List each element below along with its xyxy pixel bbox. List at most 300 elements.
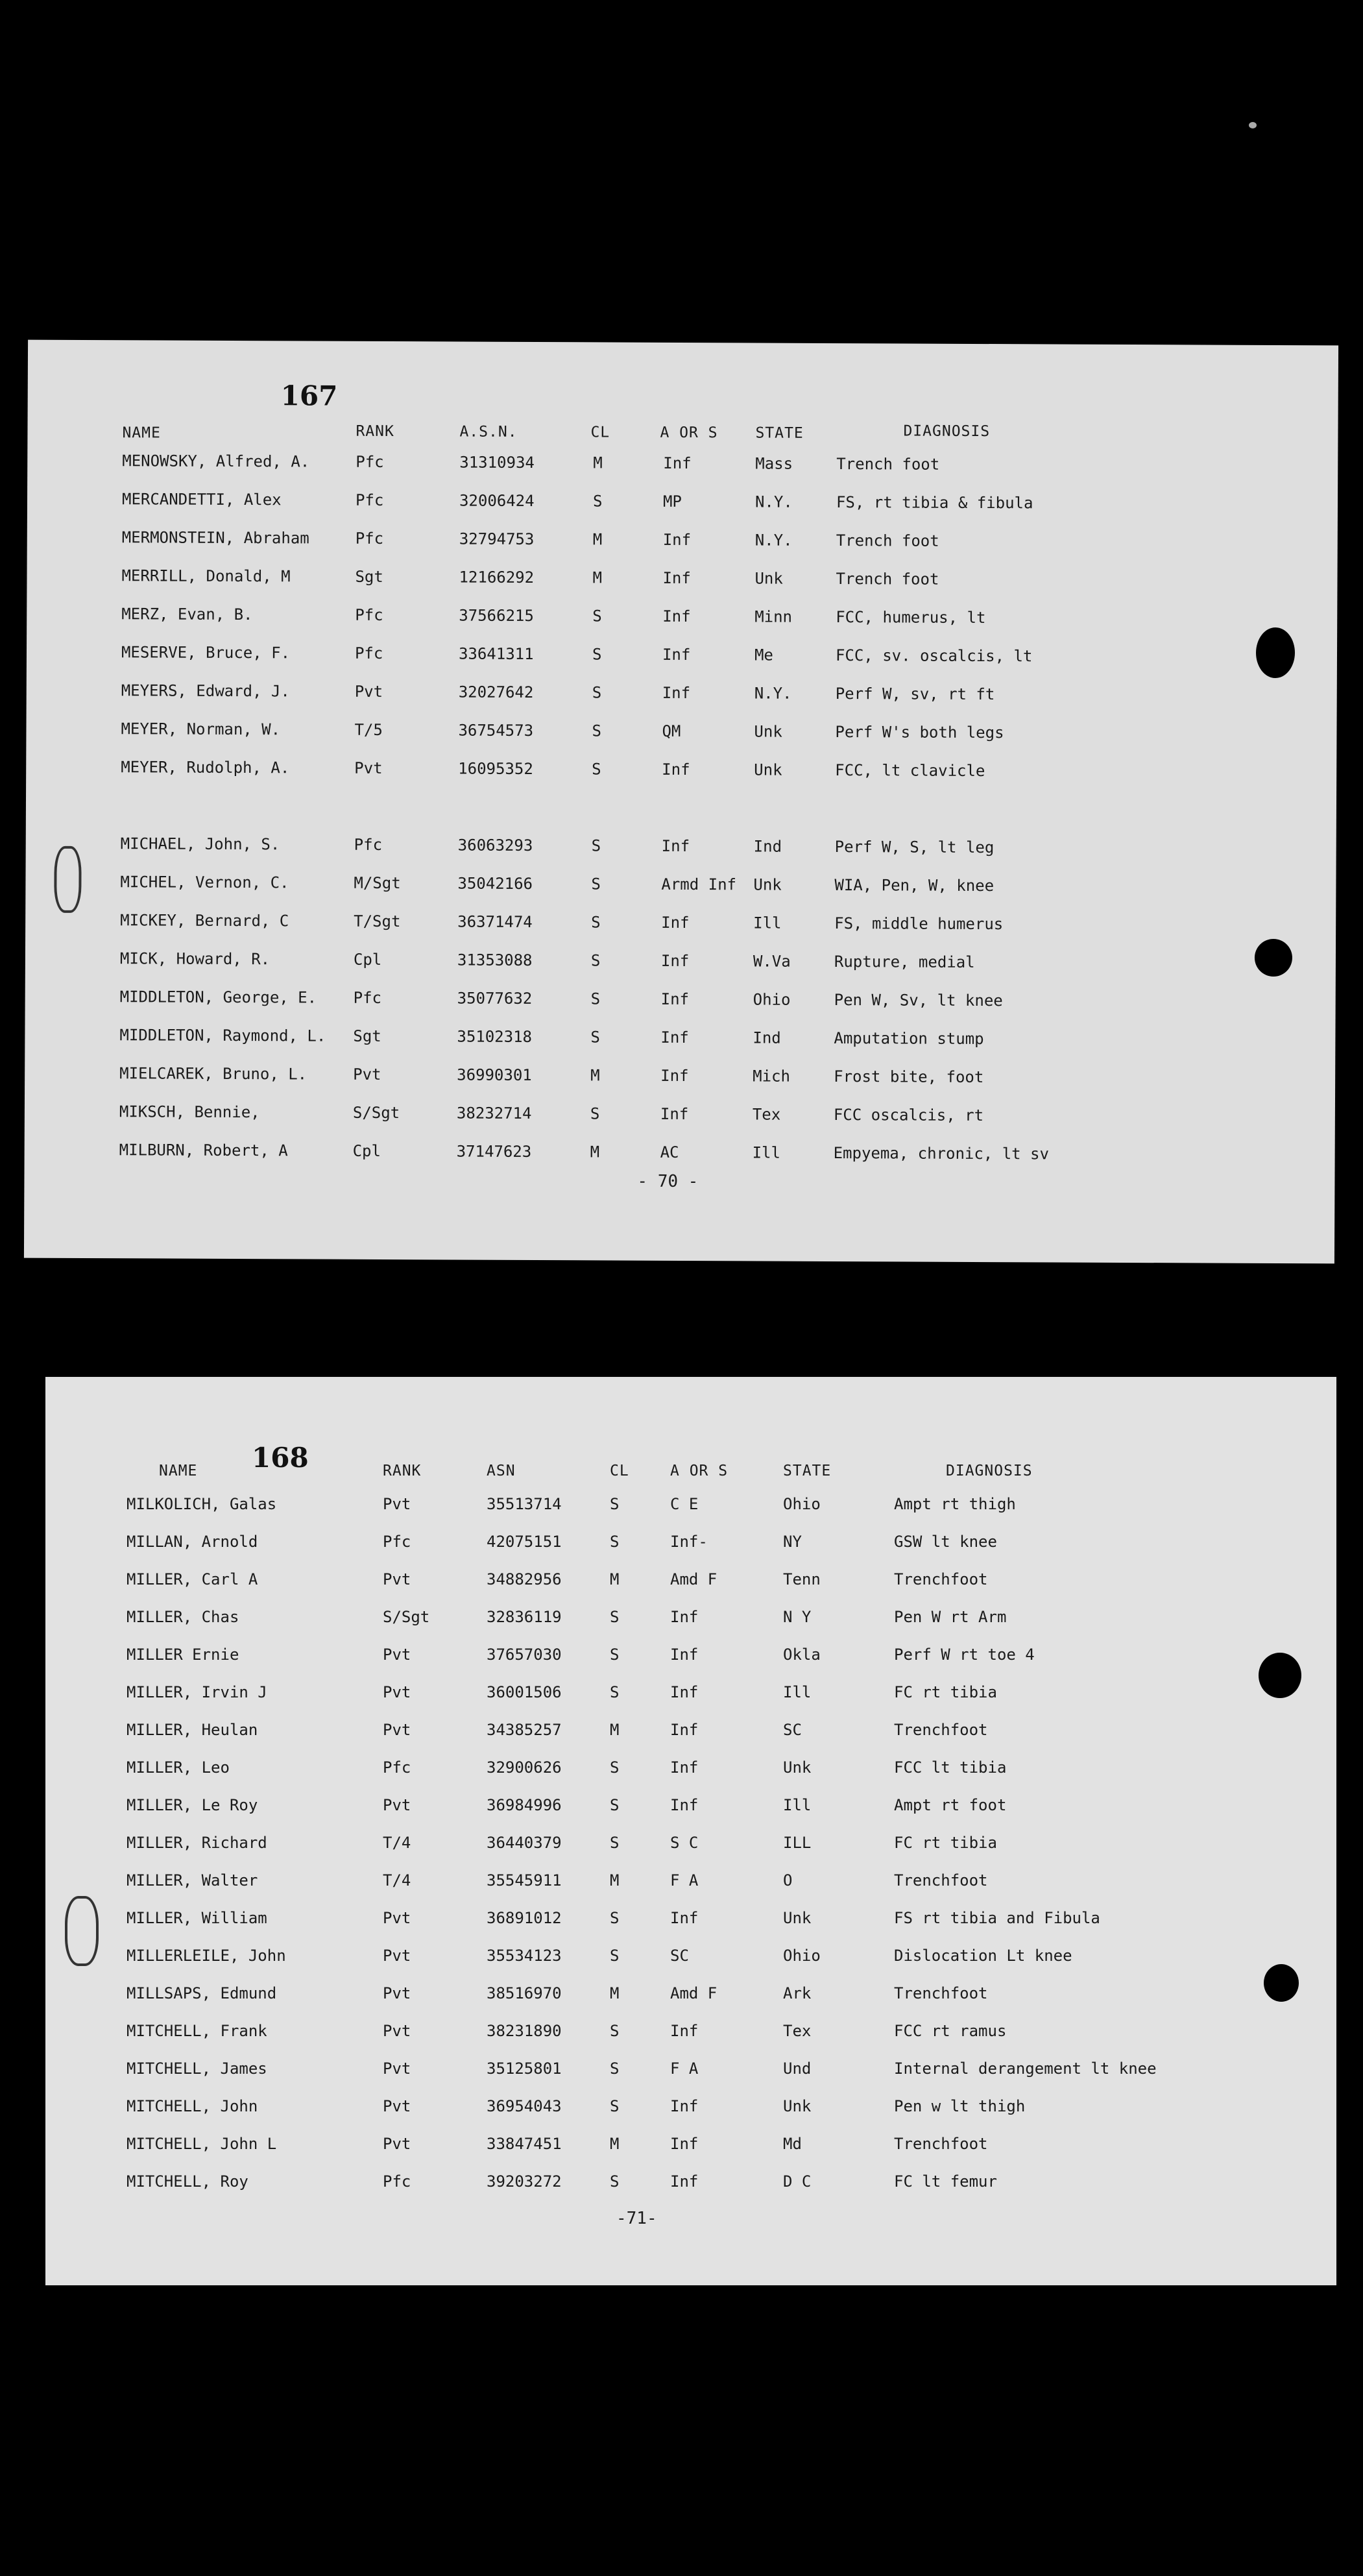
cell-cl: M — [593, 454, 603, 472]
table-row — [45, 1758, 1336, 1784]
cell-asn: 34882956 — [487, 1570, 562, 1588]
cell-diagnosis: FCC lt tibia — [894, 1758, 1007, 1777]
cell-aors: Inf — [670, 1909, 699, 1927]
cell-rank: Pvt — [383, 1796, 411, 1814]
table-row — [45, 2060, 1336, 2085]
cell-diagnosis: Perf W rt toe 4 — [894, 1646, 1035, 1664]
cell-name: MERCANDETTI, Alex — [121, 490, 282, 509]
cell-asn: 36754573 — [458, 721, 534, 740]
cell-rank: T/Sgt — [354, 912, 401, 931]
hole-punch-mark — [1255, 939, 1292, 977]
cell-rank: S/Sgt — [352, 1103, 400, 1123]
cell-cl: S — [610, 1683, 620, 1701]
cell-asn: 32836119 — [487, 1608, 562, 1626]
cell-rank: Pvt — [383, 2022, 411, 2040]
cell-rank: Pvt — [383, 2135, 411, 2153]
cell-aors: Amd F — [670, 1984, 718, 2002]
cell-name: MILLER, Heulan — [127, 1721, 258, 1739]
cell-state: Tenn — [783, 1570, 821, 1588]
cell-aors: F A — [670, 2060, 699, 2078]
cell-state: Ohio — [783, 1947, 821, 1965]
cell-rank: Pfc — [355, 529, 384, 548]
cell-asn: 36954043 — [487, 2097, 562, 2115]
cell-rank: Pfc — [354, 835, 383, 854]
cell-cl: S — [610, 1646, 620, 1664]
cell-state: Tex — [783, 2022, 812, 2040]
cell-asn: 35077632 — [457, 989, 533, 1008]
cell-rank: T/4 — [383, 1834, 411, 1852]
cell-aors: Inf — [670, 1796, 699, 1814]
cell-cl: S — [591, 875, 601, 893]
cell-rank: Pvt — [383, 2060, 411, 2078]
table-row — [45, 2135, 1336, 2161]
cell-asn: 33641311 — [458, 644, 534, 664]
cell-state: D C — [783, 2172, 812, 2191]
cell-name: MIELCAREK, Bruno, L. — [119, 1064, 308, 1084]
cell-state: Ill — [783, 1683, 812, 1701]
handwritten-mark — [65, 1896, 99, 1966]
cell-name: MILLAN, Arnold — [127, 1533, 258, 1551]
header-a-or-s: A OR S — [670, 1463, 729, 1479]
header-state: STATE — [783, 1463, 832, 1479]
cell-aors: Inf — [663, 454, 692, 473]
cell-aors: Inf — [660, 1104, 689, 1124]
cell-rank: Pfc — [354, 644, 383, 662]
header-cl: CL — [610, 1463, 629, 1479]
cell-asn: 37566215 — [459, 606, 534, 626]
cell-name: MEYER, Norman, W. — [121, 720, 281, 739]
cell-asn: 12166292 — [459, 568, 535, 587]
cell-cl: S — [610, 1495, 620, 1513]
cell-state: W.Va — [753, 952, 791, 971]
cell-cl: M — [610, 1570, 620, 1588]
cell-state: Tex — [752, 1105, 781, 1124]
cell-state: Unk — [754, 722, 782, 741]
hole-punch-mark — [1259, 1653, 1301, 1698]
page-footer: -71- — [616, 2209, 657, 2228]
cell-name: MICHEL, Vernon, C. — [120, 873, 289, 892]
cell-asn: 16095352 — [458, 759, 533, 779]
cell-state: N.Y. — [754, 684, 792, 703]
table-row — [45, 2172, 1336, 2198]
cell-rank: Pvt — [353, 1065, 381, 1084]
cell-diagnosis: Perf W, S, lt leg — [834, 838, 995, 857]
table-row — [25, 1102, 1335, 1134]
cell-name: MIKSCH, Bennie, — [119, 1102, 260, 1122]
cell-state: Unk — [783, 1909, 812, 1927]
cell-aors: Inf — [660, 1028, 689, 1047]
hole-punch-mark — [1264, 1964, 1299, 2002]
table-row — [45, 1721, 1336, 1747]
header-asn: ASN — [487, 1463, 516, 1479]
hole-punch-mark — [1256, 627, 1295, 678]
cell-asn: 38516970 — [487, 1984, 562, 2002]
cell-asn: 35513714 — [487, 1495, 562, 1513]
page-number: 168 — [252, 1442, 309, 1474]
table-row — [26, 720, 1336, 751]
table-row — [45, 2097, 1336, 2123]
cell-diagnosis: Trench foot — [836, 455, 940, 474]
cell-diagnosis: Ampt rt foot — [894, 1796, 1007, 1814]
cell-aors: Inf — [662, 760, 690, 779]
cell-asn: 36891012 — [487, 1909, 562, 1927]
cell-asn: 39203272 — [487, 2172, 562, 2191]
cell-rank: Pfc — [383, 2172, 411, 2191]
cell-name: MILKOLICH, Galas — [127, 1495, 277, 1513]
cell-name: MITCHELL, Frank — [127, 2022, 267, 2040]
cell-state: Ill — [783, 1796, 812, 1814]
cell-diagnosis: Amputation stump — [834, 1029, 984, 1049]
cell-aors: Inf — [670, 2022, 699, 2040]
table-row — [45, 1608, 1336, 1634]
cell-asn: 32006424 — [459, 491, 535, 511]
cell-diagnosis: Trenchfoot — [894, 2135, 988, 2153]
cell-aors: Inf — [670, 1683, 699, 1701]
cell-cl: M — [592, 568, 603, 587]
cell-diagnosis: Dislocation Lt knee — [894, 1947, 1072, 1965]
cell-name: MILLER, Richard — [127, 1834, 267, 1852]
cell-aors: S C — [670, 1834, 699, 1852]
cell-diagnosis: Pen w lt thigh — [894, 2097, 1026, 2115]
cell-diagnosis: FCC, lt clavicle — [835, 761, 985, 781]
cell-diagnosis: FCC oscalcis, rt — [833, 1106, 984, 1125]
cell-rank: Pvt — [383, 2097, 411, 2115]
cell-asn: 35042166 — [457, 874, 533, 893]
cell-asn: 36990301 — [457, 1065, 532, 1084]
cell-name: MILLER, Irvin J — [127, 1683, 267, 1701]
cell-diagnosis: FC rt tibia — [894, 1834, 997, 1852]
cell-diagnosis: FS, middle humerus — [834, 914, 1004, 934]
cell-state: Unk — [754, 760, 782, 779]
cell-name: MILLER, Walter — [127, 1871, 258, 1889]
cell-aors: Inf — [670, 2172, 699, 2191]
cell-name: MIDDLETON, George, E. — [119, 988, 317, 1007]
cell-asn: 38232714 — [456, 1104, 532, 1123]
table-row — [45, 1947, 1336, 1973]
cell-diagnosis: FCC rt ramus — [894, 2022, 1007, 2040]
cell-cl: M — [590, 1143, 600, 1161]
cell-aors: Inf — [662, 607, 691, 626]
cell-aors: Inf — [660, 1066, 689, 1086]
table-row — [25, 988, 1336, 1019]
cell-diagnosis: Trenchfoot — [894, 1570, 988, 1588]
cell-rank: Pfc — [353, 988, 382, 1007]
cell-name: MERMONSTEIN, Abraham — [121, 528, 309, 548]
cell-name: MEYER, Rudolph, A. — [121, 758, 290, 777]
cell-name: MITCHELL, Roy — [127, 2172, 248, 2191]
cell-state: Unk — [753, 875, 782, 894]
cell-name: MILLER Ernie — [127, 1646, 239, 1664]
cell-cl: S — [591, 913, 601, 932]
cell-name: MERZ, Evan, B. — [121, 605, 253, 624]
cell-name: MICHAEL, John, S. — [120, 834, 280, 854]
cell-aors: Inf — [660, 990, 690, 1009]
cell-cl: M — [610, 2135, 620, 2153]
cell-state: Unk — [783, 1758, 812, 1777]
cell-asn: 35545911 — [487, 1871, 562, 1889]
cell-state: N.Y. — [754, 492, 793, 511]
table-row — [25, 1026, 1335, 1058]
page-footer: - 70 - — [637, 1171, 699, 1192]
cell-asn: 32027642 — [458, 683, 534, 702]
header-name: NAME — [122, 424, 161, 442]
cell-cl: S — [590, 951, 601, 970]
cell-rank: Pvt — [354, 682, 383, 701]
cell-state: SC — [783, 1721, 802, 1739]
cell-aors: Inf — [661, 913, 690, 932]
cell-name: MILLER, Carl A — [127, 1570, 258, 1588]
cell-cl: S — [610, 2060, 620, 2078]
cell-state: Ark — [783, 1984, 812, 2002]
cell-diagnosis: FC rt tibia — [894, 1683, 997, 1701]
cell-diagnosis: FCC, sv. oscalcis, lt — [835, 646, 1033, 666]
header-asn: A.S.N. — [459, 423, 518, 441]
cell-cl: S — [592, 645, 602, 664]
cell-diagnosis: GSW lt knee — [894, 1533, 997, 1551]
table-row — [45, 1683, 1336, 1709]
cell-name: MILLERLEILE, John — [127, 1947, 286, 1965]
cell-diagnosis: FS, rt tibia & fibula — [836, 493, 1033, 513]
cell-cl: S — [592, 722, 601, 740]
cell-diagnosis: Trenchfoot — [894, 1984, 988, 2002]
cell-asn: 36371474 — [457, 912, 533, 932]
table-row — [25, 949, 1336, 981]
table-row — [27, 643, 1337, 675]
cell-diagnosis: Ampt rt thigh — [894, 1495, 1016, 1513]
cell-aors: AC — [660, 1143, 679, 1161]
cell-cl: S — [610, 1796, 620, 1814]
cell-aors: QM — [662, 722, 681, 740]
cell-diagnosis: FCC, humerus, lt — [836, 608, 986, 627]
cell-cl: S — [592, 492, 603, 511]
cell-rank: Sgt — [353, 1027, 381, 1045]
table-row — [45, 1533, 1336, 1559]
cell-cl: S — [590, 1028, 600, 1047]
cell-diagnosis: Perf W, sv, rt ft — [835, 685, 995, 704]
cell-rank: Pvt — [383, 1570, 411, 1588]
cell-asn: 35125801 — [487, 2060, 562, 2078]
cell-cl: M — [592, 530, 603, 549]
cell-state: N.Y. — [754, 531, 793, 550]
cell-state: O — [783, 1871, 793, 1889]
cell-aors: C E — [670, 1495, 699, 1513]
table-row — [27, 681, 1337, 713]
cell-state: NY — [783, 1533, 802, 1551]
cell-cl: S — [610, 2022, 620, 2040]
header-name: NAME — [159, 1463, 198, 1479]
header-cl: CL — [590, 424, 610, 441]
cell-asn: 35534123 — [487, 1947, 562, 1965]
cell-diagnosis: Empyema, chronic, lt sv — [833, 1144, 1050, 1163]
cell-state: Ill — [753, 914, 782, 932]
cell-aors: F A — [670, 1871, 699, 1889]
cell-rank: S/Sgt — [383, 1608, 430, 1626]
cell-diagnosis: FS rt tibia and Fibula — [894, 1909, 1100, 1927]
cell-name: MITCHELL, John L — [127, 2135, 277, 2153]
cell-state: Minn — [754, 607, 793, 626]
table-row — [25, 911, 1336, 943]
cell-name: MITCHELL, John — [127, 2097, 258, 2115]
cell-diagnosis: Rupture, medial — [834, 953, 975, 971]
cell-aors: Inf — [661, 836, 690, 856]
cell-aors: Inf — [662, 568, 691, 588]
cell-cl: M — [590, 1066, 600, 1085]
cell-cl: M — [610, 1871, 620, 1889]
cell-aors: Inf — [670, 1646, 699, 1664]
cell-rank: Pfc — [383, 1533, 411, 1551]
table-row — [27, 452, 1338, 483]
cell-cl: S — [591, 836, 601, 855]
cell-cl: S — [610, 2172, 620, 2191]
cell-aors: Inf — [670, 1608, 699, 1626]
cell-state: Ill — [752, 1143, 781, 1162]
cell-diagnosis: Trench foot — [836, 570, 939, 589]
cell-cl: S — [592, 760, 601, 779]
cell-asn: 36984996 — [487, 1796, 562, 1814]
cell-rank: Pvt — [383, 1947, 411, 1965]
header-state: STATE — [755, 424, 804, 442]
table-row — [45, 1909, 1336, 1935]
cell-name: MESERVE, Bruce, F. — [121, 643, 291, 662]
cell-rank: T/4 — [383, 1871, 411, 1889]
table-row — [25, 1064, 1335, 1096]
cell-cl: S — [610, 1758, 620, 1777]
table-row — [26, 758, 1336, 790]
cell-rank: Cpl — [353, 950, 382, 969]
table-row — [27, 528, 1338, 560]
cell-asn: 32900626 — [487, 1758, 562, 1777]
cell-asn: 34385257 — [487, 1721, 562, 1739]
cell-rank: Pfc — [355, 491, 384, 509]
table-row — [45, 2022, 1336, 2048]
cell-diagnosis: WIA, Pen, W, knee — [834, 876, 995, 895]
table-row — [26, 834, 1336, 866]
cell-rank: Pfc — [383, 1758, 411, 1777]
ledger-sheet-168 — [45, 1377, 1336, 2285]
cell-cl: S — [592, 683, 602, 702]
page-number: 167 — [280, 380, 338, 412]
cell-asn: 36063293 — [457, 836, 533, 855]
cell-cl: M — [610, 1721, 620, 1739]
cell-name: MIDDLETON, Raymond, L. — [119, 1026, 326, 1045]
cell-cl: S — [590, 1104, 600, 1123]
cell-state: Ind — [753, 837, 782, 856]
cell-name: MILBURN, Robert, A — [119, 1141, 288, 1160]
table-row — [45, 1495, 1336, 1521]
cell-aors: Inf — [662, 645, 691, 664]
cell-state: N Y — [783, 1608, 812, 1626]
cell-name: MEYERS, Edward, J. — [121, 681, 290, 701]
cell-aors: Inf — [670, 1721, 699, 1739]
handwritten-mark — [54, 846, 81, 913]
header-diagnosis: DIAGNOSIS — [946, 1463, 1033, 1479]
cell-rank: Pvt — [383, 1683, 411, 1701]
cell-cl: S — [610, 1533, 620, 1551]
cell-rank: T/5 — [354, 720, 383, 739]
cell-name: MITCHELL, James — [127, 2060, 267, 2078]
cell-name: MICKEY, Bernard, C — [120, 911, 289, 930]
cell-diagnosis: Pen W rt Arm — [894, 1608, 1007, 1626]
cell-state: ILL — [783, 1834, 812, 1852]
cell-rank: Sgt — [355, 567, 383, 586]
cell-name: MENOWSKY, Alfred, A. — [122, 452, 310, 471]
header-rank: RANK — [383, 1463, 422, 1479]
cell-state: Mass — [755, 454, 793, 473]
cell-asn: 31310934 — [459, 453, 535, 472]
cell-name: MILLER, Leo — [127, 1758, 230, 1777]
cell-cl: S — [592, 607, 602, 626]
cell-aors: Inf- — [670, 1533, 708, 1551]
cell-diagnosis: Frost bite, foot — [834, 1067, 984, 1087]
cell-name: MILLER, Chas — [127, 1608, 239, 1626]
cell-diagnosis: Perf W's both legs — [835, 723, 1004, 742]
cell-asn: 36001506 — [487, 1683, 562, 1701]
cell-name: MERRILL, Donald, M — [121, 566, 291, 586]
cell-cl: S — [610, 1947, 620, 1965]
table-row — [45, 1570, 1336, 1596]
cell-asn: 38231890 — [487, 2022, 562, 2040]
cell-diagnosis: Pen W, Sv, lt knee — [834, 991, 1003, 1010]
cell-name: MILLER, Le Roy — [127, 1796, 258, 1814]
cell-rank: M/Sgt — [354, 873, 401, 893]
cell-aors: Inf — [670, 2135, 699, 2153]
cell-cl: S — [610, 2097, 620, 2115]
table-row — [27, 490, 1338, 522]
cell-rank: Pvt — [383, 1909, 411, 1927]
cell-asn: 42075151 — [487, 1533, 562, 1551]
table-row — [45, 1984, 1336, 2010]
cell-state: Md — [783, 2135, 802, 2153]
cell-state: Und — [783, 2060, 812, 2078]
cell-diagnosis: Trenchfoot — [894, 1871, 988, 1889]
cell-rank: Pfc — [356, 452, 384, 471]
ledger-sheet-167 — [24, 340, 1338, 1264]
cell-rank: Pvt — [383, 1495, 411, 1513]
header-rank: RANK — [356, 422, 394, 441]
cell-name: MILLER, William — [127, 1909, 267, 1927]
table-row — [45, 1796, 1336, 1822]
cell-aors: Inf — [670, 2097, 699, 2115]
table-row — [25, 873, 1336, 905]
cell-state: Mich — [753, 1067, 791, 1086]
table-row — [45, 1871, 1336, 1897]
cell-state: Okla — [783, 1646, 821, 1664]
film-speck — [1249, 122, 1257, 128]
cell-asn: 36440379 — [487, 1834, 562, 1852]
cell-state: Ind — [753, 1028, 781, 1047]
cell-name: MILLSAPS, Edmund — [127, 1984, 277, 2002]
cell-aors: Inf — [662, 530, 692, 550]
cell-state: Unk — [754, 569, 783, 588]
cell-cl: S — [590, 990, 601, 1008]
header-diagnosis: DIAGNOSIS — [903, 422, 991, 441]
cell-rank: Pvt — [383, 1984, 411, 2002]
cell-diagnosis: Trench foot — [836, 531, 939, 550]
cell-asn: 37147623 — [456, 1142, 532, 1161]
table-row — [45, 1646, 1336, 1671]
cell-aors: Armd Inf — [661, 875, 737, 894]
cell-rank: Pvt — [383, 1721, 411, 1739]
cell-cl: S — [610, 1608, 620, 1626]
cell-aors: Amd F — [670, 1570, 718, 1588]
cell-asn: 31353088 — [457, 951, 533, 970]
cell-rank: Pvt — [354, 759, 383, 777]
cell-rank: Pvt — [383, 1646, 411, 1664]
cell-asn: 37657030 — [487, 1646, 562, 1664]
cell-rank: Cpl — [352, 1141, 381, 1160]
cell-asn: 32794753 — [459, 529, 535, 549]
cell-name: MICK, Howard, R. — [119, 949, 271, 969]
